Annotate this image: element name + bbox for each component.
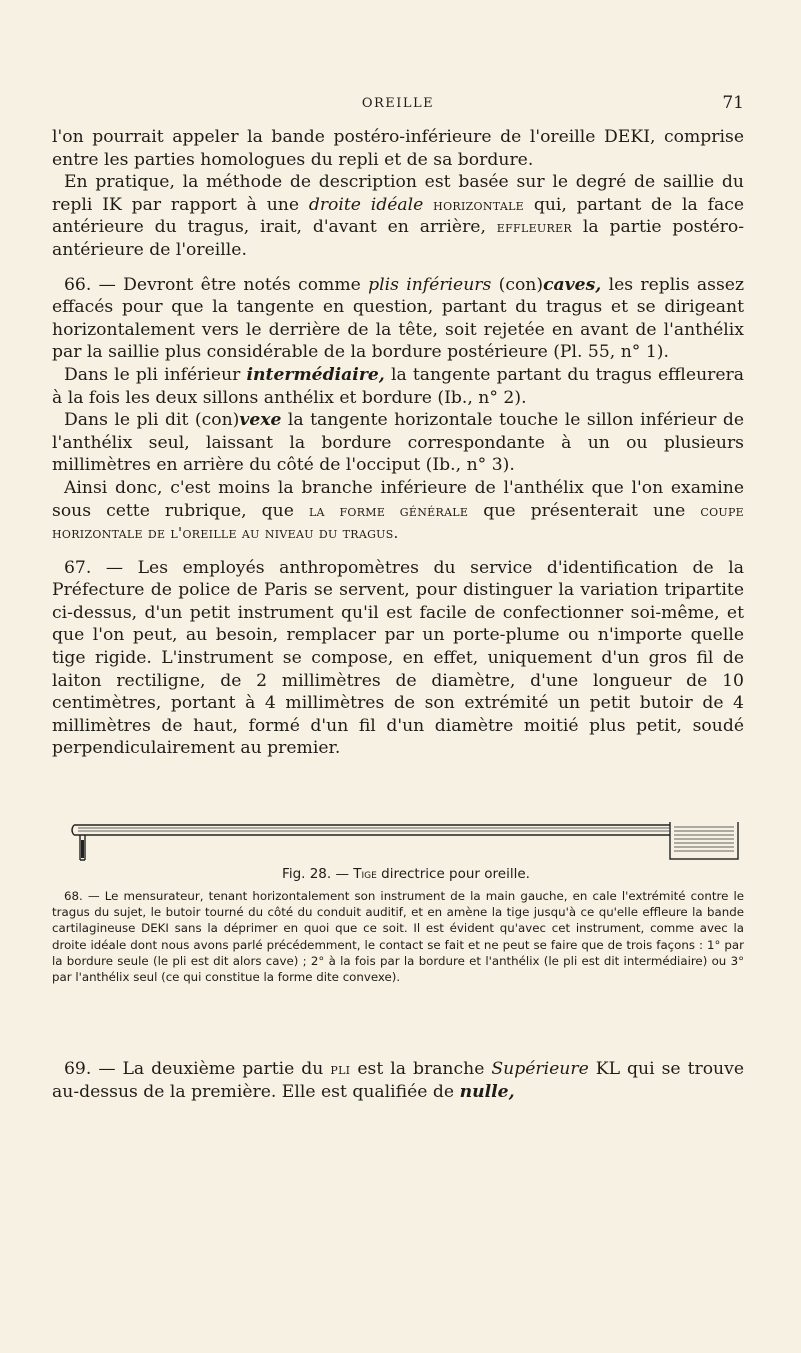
small-caps: effleurer (496, 218, 572, 237)
bold-italic: vexe (239, 410, 282, 431)
figure-caption: Fig. 28. — Tige directrice pour oreille. (282, 866, 530, 882)
small-caps: horizontale (433, 195, 525, 214)
small-caps: coupe horizontale de l'oreille au niveau du tragus. (52, 501, 744, 543)
footnote-68 (52, 888, 744, 985)
page-number: 71 (722, 93, 744, 113)
bold-italic: intermédiaire, (246, 364, 385, 385)
emphasis: Supérieure (491, 1059, 589, 1079)
paragraph-66-intermediate: Dans le pli inférieur intermédiaire, la tangente partant du tragus effleurera à la fois les deux sillons anthélix et bordure (Ib., n° 2). (52, 364, 744, 408)
paragraph-66-summary: Ainsi donc, c'est moins la branche inférieure de l'anthélix que l'on examine sous cette rubrique, que la forme générale que présenterait une coupe horizontale de l'oreille au niveau du tragus. (52, 477, 744, 543)
paragraph-method: En pratique, la méthode de description est basée sur le degré de saillie du repli IK par rapport à une droite idéale horizontale qui, partant de la face antérieure du tragus, irait, d'avant en arrière, effleurer la partie postéro-antérieure de l'oreille. (52, 172, 745, 260)
small-caps: la forme générale (308, 501, 469, 520)
main-text (52, 126, 744, 760)
paragraph-continuation: l'on pourrait appeler la bande postéro-inférieure de l'oreille DEKI, comprise entre les parties homologues du repli et de sa bordure. (52, 127, 744, 170)
emphasis: droite idéale (308, 194, 424, 215)
bold-italic: caves, (543, 274, 602, 295)
running-head: OREILLE (361, 96, 435, 111)
figure-28 (70, 822, 742, 882)
paragraph-66-convex: Dans le pli dit (con)vexe la tangente horizontale touche le sillon inférieur de l'anthélix seul, laissant la bordure correspondante à un ou plusieurs millimètres en arrière du côté de l'occiput (Ib., n° 3). (52, 410, 744, 476)
bold-italic: nulle, (459, 1082, 515, 1102)
footnote-text: 68. — Le mensurateur, tenant horizontalement son instrument de la main gauche, en cale l'extrémité contre le tragus du sujet, le butoir tourné du côté du conduit auditif, et en amène la tige jusqu'à ce qu'elle effleure la bande cartilagineuse DEKI sans la déprimer en quoi que ce soit. Il est évident qu'avec cet instrument, comme avec la droite idéale dont nous avons parlé précédemment, le contact se fait et ne peut se faire que de trois façons : 1° par la bordure seule (le pli est dit alors cave) ; 2° à la fois par la bordure et l'anthélix (le pli est dit intermédiaire) ou 3° par l'anthélix seul (ce qui constitue la forme dite convexe). (52, 889, 744, 985)
page-header (52, 93, 744, 120)
emphasis: plis inférieurs (368, 274, 492, 295)
paragraph-67: 67. — Les employés anthropomètres du service d'identification de la Préfecture de police de Paris se servent, pour distinguer la variation tripartite ci-dessus, d'un petit instrument qu'il est facile de confectionner soi-même, et que l'on peut, au besoin, remplacer par un porte-plume ou n'importe quelle tige rigide. L'instrument se compose, en effet, uniquement d'un gros fil de laiton rectiligne, de 2 millimètres de diamètre, d'une longueur de 10 centimètres, portant à 4 millimètres de son extrémité un petit butoir de 4 millimètres de haut, formé d'un fil d'un diamètre moitié plus petit, soudé perpendiculairement au premier. (52, 557, 744, 759)
small-caps: Tige (353, 866, 377, 882)
rod-illustration (70, 822, 742, 862)
paragraph-69: 69. — La deuxième partie du pli est la branche Supérieure KL qui se trouve au-dessus de la première. Elle est qualifiée de nulle, (52, 1059, 744, 1102)
paragraph-66: 66. — Devront être notés comme plis inférieurs (con)caves, les replis assez effacés pour que la tangente en question, partant du tragus et se dirigeant horizontalement vers le derrière de la tête, soit rejetée en avant de l'anthélix par la saillie plus considérable de la bordure postérieure (Pl. 55, n° 1). (52, 274, 744, 363)
small-caps: pli (330, 1060, 351, 1078)
